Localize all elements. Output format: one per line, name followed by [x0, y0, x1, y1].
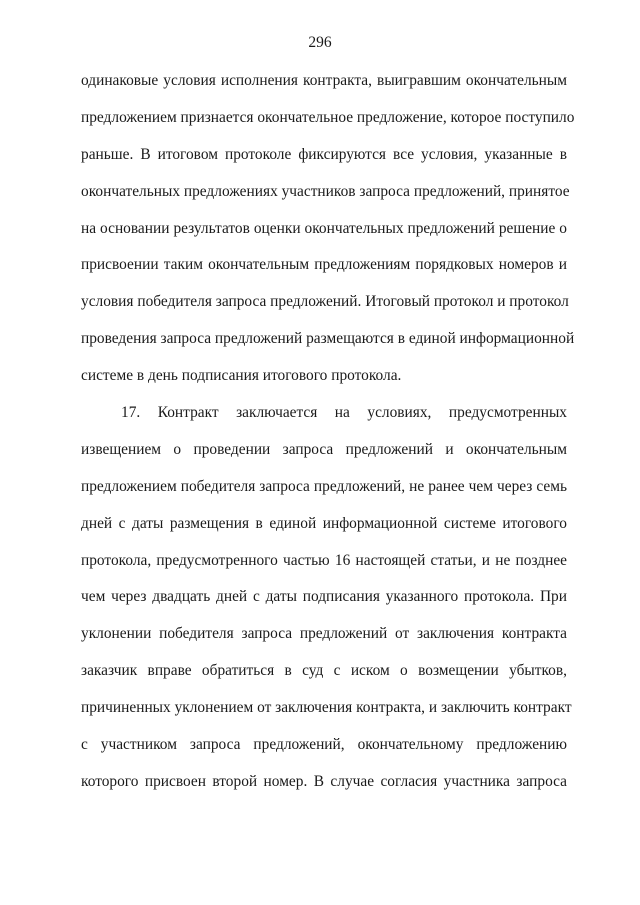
- text-line: на основании результатов оценки окончательных предложений решение о: [81, 219, 567, 237]
- text-line: заказчик вправе обратиться в суд с иском о возмещении убытков,: [81, 662, 567, 680]
- text-line: предложением победителя запроса предложений, не ранее чем через семь: [81, 477, 567, 495]
- text-line: извещением о проведении запроса предложений и окончательным: [81, 440, 567, 458]
- text-line: с участником запроса предложений, окончательному предложению: [81, 736, 567, 754]
- page-number: 296: [308, 34, 332, 51]
- text-line: проведения запроса предложений размещаются в единой информационной: [81, 330, 575, 348]
- text-line: системе в день подписания итогового протокола.: [81, 367, 402, 385]
- text-line: уклонении победителя запроса предложений от заключения контракта: [81, 625, 567, 643]
- text-line: протокола, предусмотренного частью 16 настоящей статьи, и не позднее: [81, 551, 567, 569]
- text-line: присвоении таким окончательным предложениям порядковых номеров и: [81, 256, 567, 274]
- text-line: предложением признается окончательное предложение, которое поступило: [81, 108, 575, 126]
- text-line: условия победителя запроса предложений. Итоговый протокол и протокол: [81, 293, 569, 311]
- text-line: окончательных предложениях участников запроса предложений, принятое: [81, 182, 570, 200]
- text-line: которого присвоен второй номер. В случае согласия участника запроса: [81, 772, 567, 790]
- text-line: одинаковые условия исполнения контракта, выигравшим окончательным: [81, 72, 567, 89]
- text-line: причиненных уклонением от заключения контракта, и заключить контракт: [81, 699, 572, 717]
- text-line: чем через двадцать дней с даты подписания указанного протокола. При: [81, 588, 567, 606]
- text-line: дней с даты размещения в единой информационной системе итогового: [81, 514, 567, 532]
- text-line: 17. Контракт заключается на условиях, предусмотренных: [121, 404, 567, 422]
- text-line: раньше. В итоговом протоколе фиксируются все условия, указанные в: [81, 145, 567, 163]
- document-body: [81, 63, 575, 801]
